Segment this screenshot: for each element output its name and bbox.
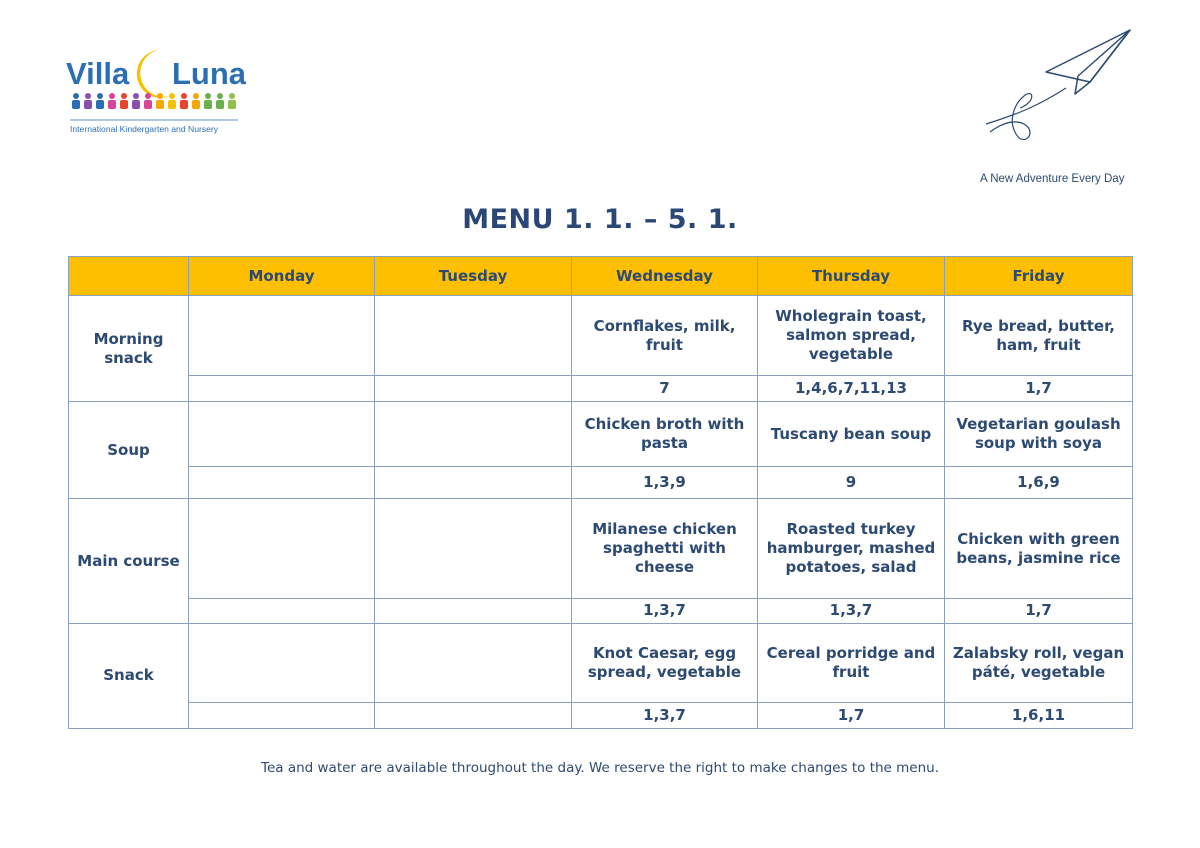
dish-cell: Wholegrain toast, salmon spread, vegetable <box>758 296 945 376</box>
allergen-row <box>69 467 1133 499</box>
dish-cell: Rye bread, butter, ham, fruit <box>945 296 1133 376</box>
slogan-text: A New Adventure Every Day <box>980 173 1125 185</box>
allergen-row <box>69 598 1133 623</box>
dish-cell <box>189 296 375 376</box>
allergen-cell <box>375 376 572 402</box>
dish-cell: Cornflakes, milk, fruit <box>572 296 758 376</box>
table-header-row <box>69 257 1133 296</box>
allergen-cell: 1,7 <box>945 376 1133 402</box>
dish-cell: Milanese chicken spaghetti with cheese <box>572 499 758 598</box>
paper-plane-icon <box>986 30 1130 140</box>
dish-cell: Chicken broth with pasta <box>572 402 758 467</box>
allergen-cell: 1,7 <box>945 598 1133 623</box>
paper-plane-logo <box>978 26 1148 191</box>
allergen-cell: 9 <box>758 467 945 499</box>
dish-cell: Vegetarian goulash soup with soya <box>945 402 1133 467</box>
dish-cell <box>189 623 375 702</box>
allergen-cell <box>189 598 375 623</box>
row-label-main-course: Main course <box>69 499 189 623</box>
dish-cell <box>189 402 375 467</box>
header-corner <box>69 257 189 296</box>
logo-word-villa: Villa <box>66 56 130 91</box>
dish-cell: Chicken with green beans, jasmine rice <box>945 499 1133 598</box>
allergen-cell <box>189 376 375 402</box>
allergen-cell: 1,6,11 <box>945 702 1133 728</box>
allergen-cell: 1,3,7 <box>572 598 758 623</box>
header-monday: Monday <box>189 257 375 296</box>
allergen-cell: 1,3,9 <box>572 467 758 499</box>
allergen-cell: 7 <box>572 376 758 402</box>
weekly-menu-table <box>68 256 1133 729</box>
row-label-soup: Soup <box>69 402 189 499</box>
allergen-row <box>69 702 1133 728</box>
footer-note: Tea and water are available throughout the day. We reserve the right to make changes to the menu. <box>261 760 939 776</box>
dish-cell: Roasted turkey hamburger, mashed potatoes, salad <box>758 499 945 598</box>
logo-word-luna: Luna <box>172 56 246 91</box>
header-friday: Friday <box>945 257 1133 296</box>
dish-cell <box>375 402 572 467</box>
table-row <box>69 402 1133 467</box>
allergen-cell: 1,7 <box>758 702 945 728</box>
allergen-cell: 1,6,9 <box>945 467 1133 499</box>
logo-subtitle: International Kindergarten and Nursery <box>70 124 219 134</box>
header-tuesday: Tuesday <box>375 257 572 296</box>
table-row <box>69 499 1133 598</box>
row-label-snack: Snack <box>69 623 189 728</box>
dish-cell <box>375 296 572 376</box>
dish-cell <box>375 623 572 702</box>
allergen-cell: 1,4,6,7,11,13 <box>758 376 945 402</box>
dish-cell <box>375 499 572 598</box>
dish-cell: Tuscany bean soup <box>758 402 945 467</box>
allergen-cell <box>375 467 572 499</box>
allergen-cell <box>375 598 572 623</box>
allergen-cell <box>189 467 375 499</box>
row-label-morning-snack: Morning snack <box>69 296 189 402</box>
menu-title: MENU 1. 1. – 5. 1. <box>462 204 738 235</box>
dish-cell: Zalabsky roll, vegan páté, vegetable <box>945 623 1133 702</box>
header-wednesday: Wednesday <box>572 257 758 296</box>
dish-cell: Knot Caesar, egg spread, vegetable <box>572 623 758 702</box>
allergen-cell <box>375 702 572 728</box>
allergen-cell <box>189 702 375 728</box>
moon-icon <box>137 50 170 98</box>
header-thursday: Thursday <box>758 257 945 296</box>
dish-cell: Cereal porridge and fruit <box>758 623 945 702</box>
allergen-cell: 1,3,7 <box>758 598 945 623</box>
allergen-cell: 1,3,7 <box>572 702 758 728</box>
table-row <box>69 623 1133 702</box>
table-row <box>69 296 1133 376</box>
villa-luna-logo <box>66 44 246 140</box>
allergen-row <box>69 376 1133 402</box>
dish-cell <box>189 499 375 598</box>
